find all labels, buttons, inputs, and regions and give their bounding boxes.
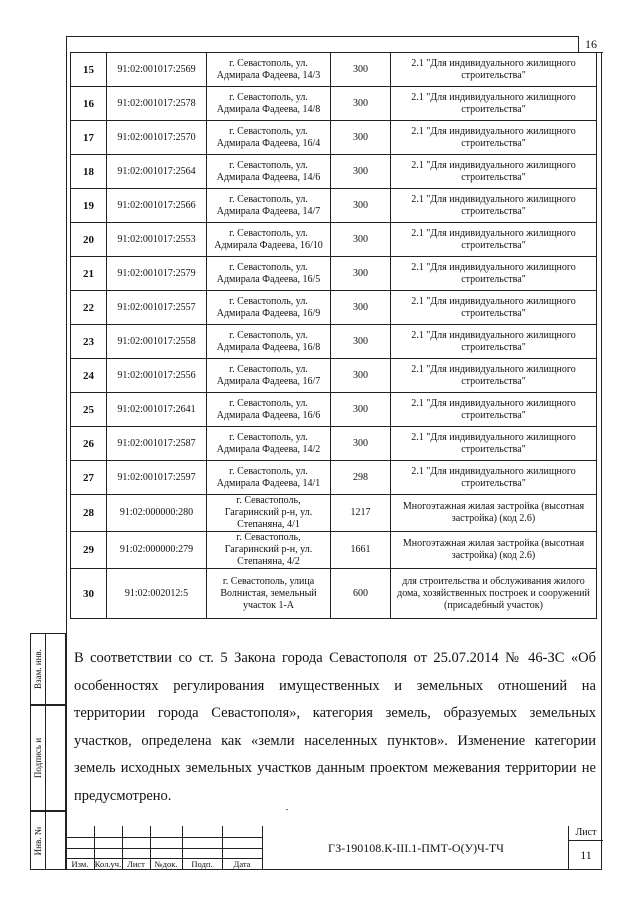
table-row — [71, 532, 597, 569]
sheet-box — [568, 826, 603, 870]
cell-num: 17 — [71, 121, 107, 155]
cell-cad: 91:02:001017:2558 — [107, 325, 207, 359]
cell-cad: 91:02:001017:2570 — [107, 121, 207, 155]
cell-area: 300 — [331, 53, 391, 87]
cell-use: 2.1 "Для индивидуального жилищного строительства" — [391, 223, 597, 257]
caption-podp: Подп. — [191, 859, 213, 869]
cell-addr: г. Севастополь, ул. Адмирала Фадеева, 16/4 — [207, 121, 331, 155]
cell-use: 2.1 "Для индивидуального жилищного строительства" — [391, 461, 597, 495]
cell-use: 2.1 "Для индивидуального жилищного строительства" — [391, 121, 597, 155]
cell-addr: г. Севастополь, ул. Адмирала Фадеева, 16/6 — [207, 393, 331, 427]
side-strip-inv — [30, 811, 66, 870]
cell-addr: г. Севастополь, ул. Адмирала Фадеева, 16/5 — [207, 257, 331, 291]
cell-use: 2.1 "Для индивидуального жилищного строительства" — [391, 189, 597, 223]
cell-cad: 91:02:001017:2564 — [107, 155, 207, 189]
sheet-number: 11 — [580, 848, 592, 862]
table-row — [71, 569, 597, 619]
table-row — [71, 427, 597, 461]
caption-izm: Изм. — [71, 859, 89, 869]
cell-num: 29 — [71, 532, 107, 569]
cell-num: 19 — [71, 189, 107, 223]
cell-num: 23 — [71, 325, 107, 359]
cell-area: 300 — [331, 325, 391, 359]
cell-area: 300 — [331, 291, 391, 325]
cell-num: 24 — [71, 359, 107, 393]
cell-cad: 91:02:001017:2553 — [107, 223, 207, 257]
cell-use: 2.1 "Для индивидуального жилищного строительства" — [391, 325, 597, 359]
table-row — [71, 495, 597, 532]
cell-addr: г. Севастополь, Гагаринский р-н, ул. Степаняна, 4/2 — [207, 532, 331, 569]
cell-use: 2.1 "Для индивидуального жилищного строительства" — [391, 359, 597, 393]
document-code: ГЗ-190108.К-III.1-ПМТ-О(У)Ч-ТЧ — [262, 826, 569, 870]
cell-cad: 91:02:001017:2556 — [107, 359, 207, 393]
cell-addr: г. Севастополь, ул. Адмирала Фадеева, 14/7 — [207, 189, 331, 223]
cell-use: 2.1 "Для индивидуального жилищного строительства" — [391, 53, 597, 87]
cell-cad: 91:02:001017:2557 — [107, 291, 207, 325]
cell-area: 300 — [331, 257, 391, 291]
cell-cad: 91:02:001017:2641 — [107, 393, 207, 427]
table-row — [71, 155, 597, 189]
land-plots-table — [70, 52, 597, 619]
table-row — [71, 461, 597, 495]
caption-list: Лист — [127, 859, 145, 869]
cell-cad: 91:02:001017:2578 — [107, 87, 207, 121]
cell-area: 300 — [331, 359, 391, 393]
page-number: 16 — [578, 36, 603, 53]
cell-use: 2.1 "Для индивидуального жилищного строительства" — [391, 427, 597, 461]
caption-kol: Кол.уч. — [94, 859, 122, 869]
category-paragraph: В соответствии со ст. 5 Закона города Севастополя от 25.07.2014 № 46-ЗС «Об особенностях регулирования имущественных и земельных отношений на территории города Севастополя», категория земель, образуемых земельных участков, определена как «земли населенных пунктов». Изменение категории земель исходных земельных участков данным проектом межевания территории не предусмотрено. — [74, 650, 596, 804]
cell-use: 2.1 "Для индивидуального жилищного строительства" — [391, 257, 597, 291]
table-body — [71, 53, 597, 619]
cell-use: Многоэтажная жилая застройка (высотная застройка) (код 2.6) — [391, 532, 597, 569]
cell-area: 1661 — [331, 532, 391, 569]
table-row — [71, 189, 597, 223]
cell-area: 300 — [331, 155, 391, 189]
cell-area: 300 — [331, 87, 391, 121]
cell-addr: г. Севастополь, ул. Адмирала Фадеева, 16/9 — [207, 291, 331, 325]
caption-ndok: №док. — [154, 859, 178, 869]
cell-area: 300 — [331, 393, 391, 427]
cell-num: 20 — [71, 223, 107, 257]
cell-use: 2.1 "Для индивидуального жилищного строительства" — [391, 155, 597, 189]
sheet-title: Лист — [569, 826, 603, 841]
cell-cad: 91:02:000000:279 — [107, 532, 207, 569]
cell-num: 25 — [71, 393, 107, 427]
cell-num: 26 — [71, 427, 107, 461]
table-row — [71, 121, 597, 155]
table-row — [71, 393, 597, 427]
table-row — [71, 359, 597, 393]
cell-addr: г. Севастополь, ул. Адмирала Фадеева, 14/3 — [207, 53, 331, 87]
cell-use: 2.1 "Для индивидуального жилищного строительства" — [391, 291, 597, 325]
cell-cad: 91:02:001017:2597 — [107, 461, 207, 495]
table-row — [71, 291, 597, 325]
cell-addr: г. Севастополь, ул. Адмирала Фадеева, 14/6 — [207, 155, 331, 189]
cell-cad: 91:02:000000:280 — [107, 495, 207, 532]
cell-num: 16 — [71, 87, 107, 121]
cell-cad: 91:02:001017:2569 — [107, 53, 207, 87]
cell-num: 28 — [71, 495, 107, 532]
side-label-vzam: Взам. инв. — [33, 649, 43, 689]
cell-use: 2.1 "Для индивидуального жилищного строительства" — [391, 393, 597, 427]
cell-use: для строительства и обслуживания жилого дома, хозяйственных построек и сооружений (присадебный участок) — [391, 569, 597, 619]
cell-num: 18 — [71, 155, 107, 189]
table-row — [71, 53, 597, 87]
table-row — [71, 257, 597, 291]
revision-grid — [66, 826, 262, 870]
cell-area: 300 — [331, 189, 391, 223]
cell-num: 30 — [71, 569, 107, 619]
cell-num: 22 — [71, 291, 107, 325]
cell-num: 27 — [71, 461, 107, 495]
cell-addr: г. Севастополь, ул. Адмирала Фадеева, 14/2 — [207, 427, 331, 461]
cell-addr: г. Севастополь, ул. Адмирала Фадеева, 16/8 — [207, 325, 331, 359]
cell-cad: 91:02:001017:2587 — [107, 427, 207, 461]
cell-use: Многоэтажная жилая застройка (высотная застройка) (код 2.6) — [391, 495, 597, 532]
cell-area: 300 — [331, 427, 391, 461]
cell-area: 600 — [331, 569, 391, 619]
cell-addr: г. Севастополь, ул. Адмирала Фадеева, 16/10 — [207, 223, 331, 257]
side-label-podpis: Подпись и — [33, 737, 43, 779]
cell-addr: г. Севастополь, улица Волнистая, земельный участок 1-А — [207, 569, 331, 619]
table-row — [71, 87, 597, 121]
cell-area: 300 — [331, 223, 391, 257]
cell-num: 21 — [71, 257, 107, 291]
title-block — [66, 826, 602, 870]
side-strip-podpis — [30, 705, 66, 811]
cell-addr: г. Севастополь, Гагаринский р-н, ул. Степаняна, 4/1 — [207, 495, 331, 532]
cell-cad: 91:02:001017:2579 — [107, 257, 207, 291]
cell-area: 1217 — [331, 495, 391, 532]
cell-addr: г. Севастополь, ул. Адмирала Фадеева, 14/1 — [207, 461, 331, 495]
cell-addr: г. Севастополь, ул. Адмирала Фадеева, 16/7 — [207, 359, 331, 393]
cell-cad: 91:02:001017:2566 — [107, 189, 207, 223]
side-strip-vzam — [30, 633, 66, 705]
cell-addr: г. Севастополь, ул. Адмирала Фадеева, 14/8 — [207, 87, 331, 121]
table-row — [71, 325, 597, 359]
side-label-inv: Инв. № — [33, 826, 43, 855]
cell-area: 300 — [331, 121, 391, 155]
cell-area: 298 — [331, 461, 391, 495]
stray-mark — [286, 809, 288, 810]
table-row — [71, 223, 597, 257]
caption-data: Дата — [233, 859, 251, 869]
cell-use: 2.1 "Для индивидуального жилищного строительства" — [391, 87, 597, 121]
cell-cad: 91:02:002012:5 — [107, 569, 207, 619]
cell-num: 15 — [71, 53, 107, 87]
